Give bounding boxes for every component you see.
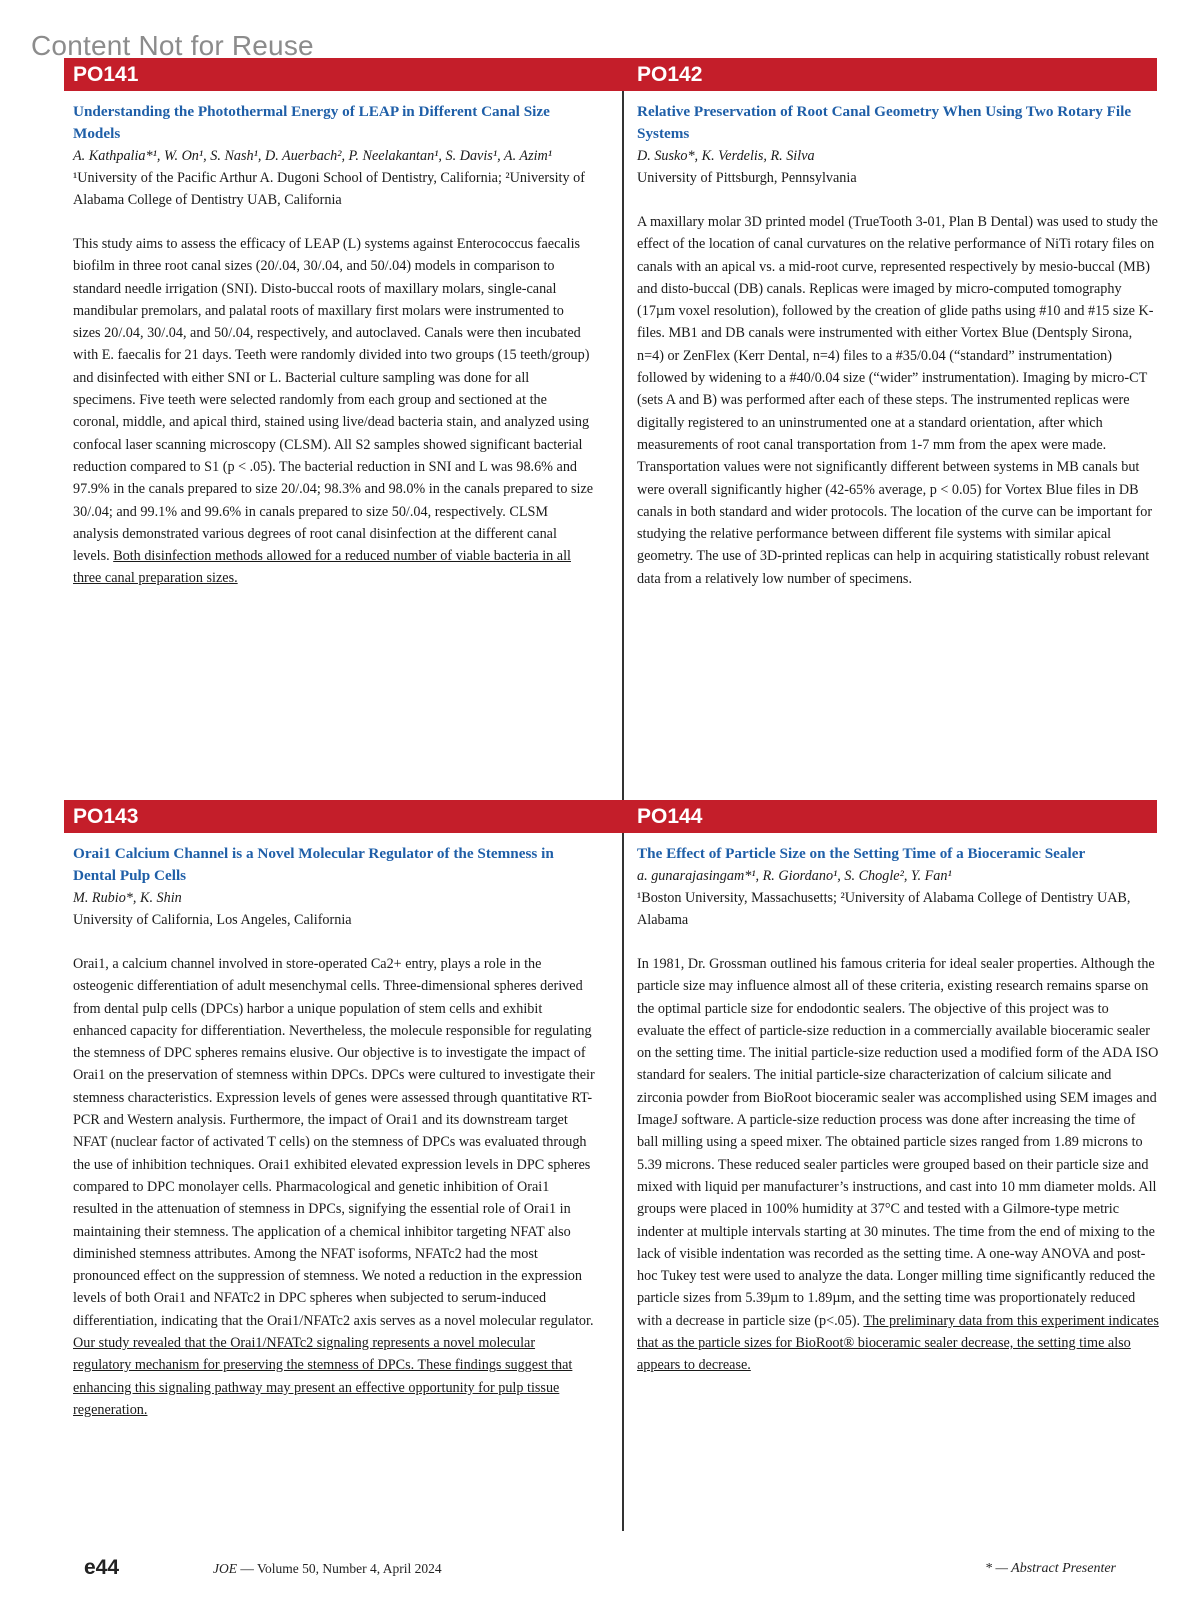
column-divider-bottom — [622, 833, 624, 1531]
abstract-id-bar: PO144 — [628, 800, 1157, 833]
abstract-body — [637, 953, 1159, 1377]
abstract-body — [73, 953, 595, 1421]
presenter-note: * — Abstract Presenter — [984, 1561, 1116, 1576]
abstract-title: Orai1 Calcium Channel is a Novel Molecular Regulator of the Stemness in Dental Pulp Cells — [73, 845, 554, 884]
abstract-affiliations: ¹University of the Pacific Arthur A. Dugoni School of Dentistry, California; ²University of Alabama College of Dentistry UAB, California — [73, 170, 585, 208]
abstract-id-bar: PO141 — [64, 58, 637, 91]
abstract-conclusion: Both disinfection methods allowed for a reduced number of viable bacteria in all three canal preparation sizes. — [73, 548, 571, 587]
abstract-affiliations: University of Pittsburgh, Pennsylvania — [637, 170, 857, 186]
abstract-authors: a. gunarajasingam*¹, R. Giordano¹, S. Chogle², Y. Fan¹ — [637, 868, 952, 884]
abstract-title: Understanding the Photothermal Energy of LEAP in Different Canal Size Models — [73, 103, 550, 142]
abstract-body — [73, 233, 595, 590]
abstract-text: This study aims to assess the efficacy of LEAP (L) systems against Enterococcus faecalis biofilm in three root canal sizes (20/.04, 30/.04, and 50/.04) models in comparison to standard needle irrigation (SNI). Disto-buccal roots of maxillary molars, single-canal mandibular premolars, and palatal roots of maxillary first molars were instrumented to sizes 20/.04, 30/.04, and 50/.04, respectively, and autoclaved. Canals were then incubated with E. faecalis for 21 days. Teeth were randomly divided into two groups (15 teeth/group) and disinfected with either SNI or L. Bacterial culture sampling was done for all specimens. Five teeth were selected randomly from each group and sectioned at the coronal, middle, and apical third, stained using live/dead bacteria stain, and analyzed using confocal laser scanning microscopy (CLSM). All S2 samples showed significant bacterial reduction compared to S1 (p < .05). The bacterial reduction in SNI and L was 98.6% and 97.9% in the canals prepared to size 20/.04; 98.3% and 98.0% in the canals prepared to size 30/.04; and 99.1% and 99.6% in canals prepared to size 50/.04, respectively. CLSM analysis demonstrated various degrees of root canal disinfection at the different canal levels. — [73, 236, 594, 565]
page-number: e44 — [84, 1556, 120, 1579]
abstract-text: A maxillary molar 3D printed model (TrueTooth 3-01, Plan B Dental) was used to study the effect of the location of canal curvatures on the relative performance of NiTi rotary files on canals with an apical vs. a mid-root curve, represented respectively by mesio-buccal (MB) and disto-buccal (DB) canals. Replicas were imaged by micro-computed tomography (17µm voxel resolution), followed by the creation of glide paths using #10 and #15 size K-files. MB1 and DB canals were instrumented with either Vortex Blue (Dentsply Sirona, n=4) or ZenFlex (Kerr Dental, n=4) files to a #35/0.04 (“standard” instrumentation) followed by widening to a #40/0.04 size (“wider” instrumentation). Imaging by micro-CT (sets A and B) was performed after each of these steps. The instrumented replicas were digitally registered to an uninstrumented one at a standard orientation, after which measurements of root canal transportation from 1-7 mm from the apex were made. Transportation values were not significantly different between systems in MB canals but were overall significantly higher (42-65% average, p < 0.05) for Vortex Blue files in DB canals in both standard and wider protocols. The location of the curve can be important for studying the relative performance between different file systems with similar apical geometry. The use of 3D-printed replicas can help in acquiring statistically robust relevant data from a relatively low number of specimens. — [637, 214, 1158, 587]
abstract-text: In 1981, Dr. Grossman outlined his famous criteria for ideal sealer properties. Although the particle size may influence almost all of these criteria, existing research remains sparse on the optimal particle size for endodontic sealers. The objective of this project was to evaluate the effect of particle-size reduction in a commercially available bioceramic sealer on the setting time. The initial particle-size reduction used a modified form of the ADA ISO standard for sealers. The initial particle-size characterization of calcium silicate and zirconia powder from BioRoot bioceramic sealer was accomplished using SEM images and ImageJ software. A particle-size reduction process was done after increasing the time of ball milling using a speed mixer. The obtained particle sizes ranged from 1.89 microns to 5.39 microns. These reduced sealer particles were grouped based on their particle size and mixed with liquid per manufacturer’s instructions, and cast into 10 mm diameter molds. All groups were placed in 100% humidity at 37°C and tested with a Gilmore-type metric indenter at multiple intervals starting at 30 minutes. The time from the end of mixing to the lack of visible indentation was recorded as the setting time. A one-way ANOVA and post-hoc Tukey test were used to analyze the data. Longer milling time significantly reduced the particle sizes from 5.39µm to 1.89µm, and the setting time was proportionately reduced with a decrease in particle size (p<.05). — [637, 956, 1159, 1329]
abstract-authors: A. Kathpalia*¹, W. On¹, S. Nash¹, D. Auerbach², P. Neelakantan¹, S. Davis¹, A. Azim¹ — [73, 148, 553, 164]
abstract-title: Relative Preservation of Root Canal Geometry When Using Two Rotary File Systems — [637, 103, 1132, 142]
abstract-body — [637, 211, 1159, 590]
abstract-conclusion: The preliminary data from this experiment indicates that as the particle sizes for BioRoot® bioceramic sealer decrease, the setting time also appears to decrease. — [637, 1312, 1159, 1374]
column-divider-top — [622, 91, 624, 800]
watermark: Content Not for Reuse — [31, 30, 314, 61]
abstract-authors: D. Susko*, K. Verdelis, R. Silva — [637, 148, 815, 164]
abstract-title: The Effect of Particle Size on the Setting Time of a Bioceramic Sealer — [637, 845, 1086, 862]
journal-issue: — Volume 50, Number 4, April 2024 — [237, 1561, 442, 1576]
abstract-id-bar: PO143 — [64, 800, 637, 833]
abstract-affiliations: ¹Boston University, Massachusetts; ²University of Alabama College of Dentistry UAB, Alabama — [637, 890, 1131, 928]
journal-name: JOE — [213, 1561, 237, 1576]
journal-citation — [213, 1561, 442, 1577]
abstract-affiliations: University of California, Los Angeles, California — [73, 912, 352, 928]
abstract-po141 — [64, 58, 594, 590]
abstract-po144 — [628, 800, 1159, 1377]
abstract-conclusion: Our study revealed that the Orai1/NFATc2 signaling represents a novel molecular regulatory mechanism for preserving the stemness of DPCs. These findings suggest that enhancing this signaling pathway may present an effective opportunity for pulp tissue regeneration. — [73, 1335, 573, 1418]
abstract-text: Orai1, a calcium channel involved in store-operated Ca2+ entry, plays a role in the osteogenic differentiation of adult mesenchymal cells. Three-dimensional spheres derived from dental pulp cells (DPCs) harbor a unique population of stem cells and exhibit enhanced capacity for differentiation. Nevertheless, the molecule responsible for regulating the stemness of DPC spheres remains elusive. Our objective is to investigate the impact of Orai1 on the preservation of stemness within DPCs. DPCs were cultured to investigate their stemness characteristics. Expression levels of genes were assessed through quantitative RT-PCR and Western analysis. Furthermore, the impact of Orai1 and its downstream target NFAT (nuclear factor of activated T cells) on the stemness of DPCs was evaluated through the use of inhibition techniques. Orai1 exhibited elevated expression levels in DPC spheres compared to DPC monolayer cells. Pharmacological and genetic inhibition of Orai1 resulted in the attenuation of stemness in DPCs, signifying the essential role of Orai1 in maintaining their stemness. The application of a chemical inhibitor targeting NFAT also diminished stemness attributes. Among the NFAT isoforms, NFATc2 had the most pronounced effect on the suppression of stemness. We noted a reduction in the expression levels of both Orai1 and NFATc2 in DPC spheres when subjected to serum-induced differentiation, indicating that the Orai1/NFATc2 axis serves as a novel molecular regulator. — [73, 956, 595, 1329]
abstract-po142 — [628, 58, 1158, 590]
abstract-authors: M. Rubio*, K. Shin — [73, 890, 182, 906]
abstract-po143 — [64, 800, 595, 1421]
abstract-id-bar: PO142 — [628, 58, 1157, 91]
